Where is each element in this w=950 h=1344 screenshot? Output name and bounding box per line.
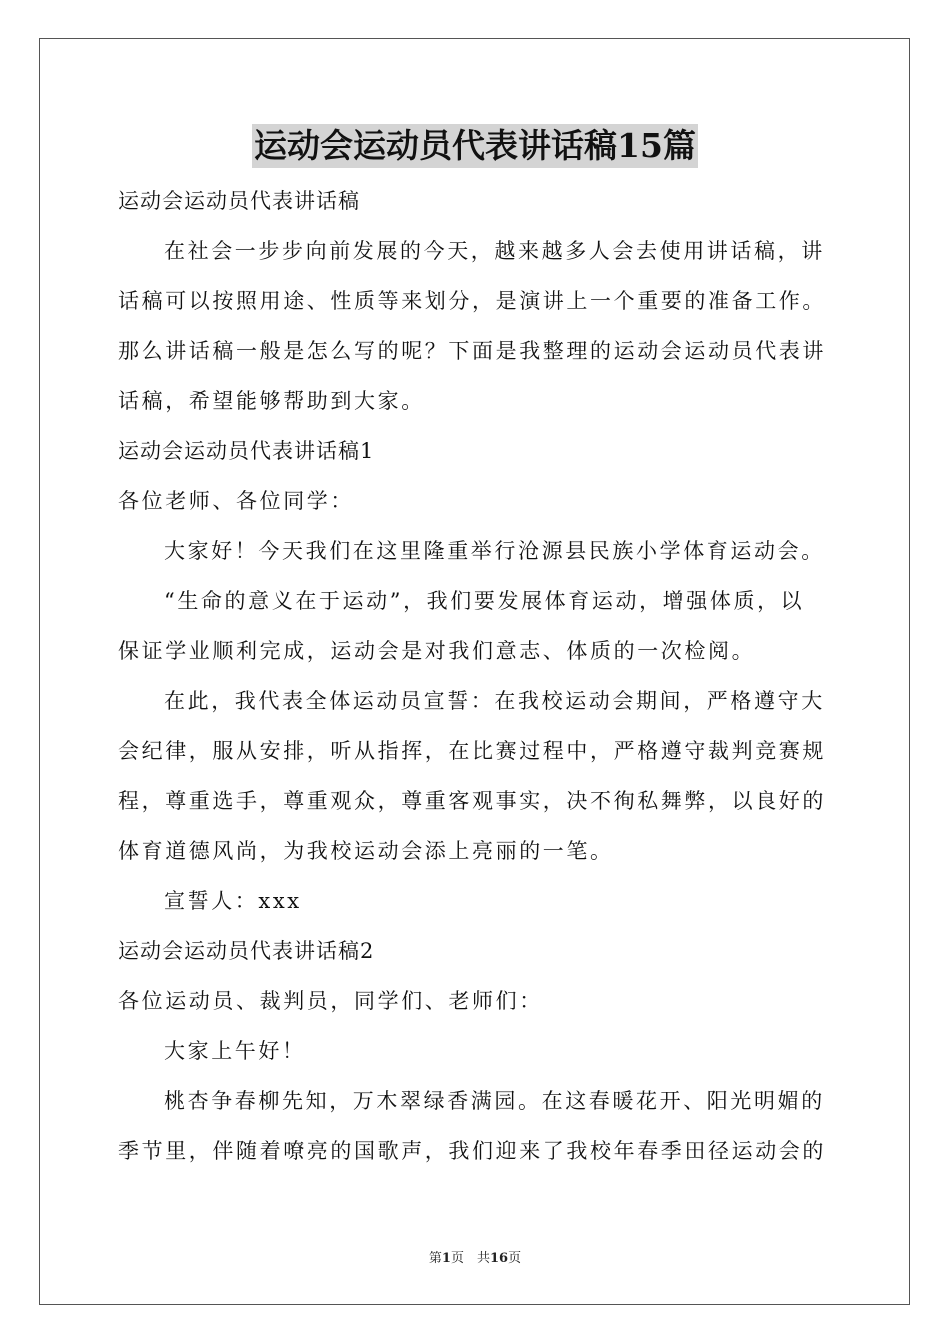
paragraph-line: 会纪律，服从安排，听从指挥，在比赛过程中，严格遵守裁判竞赛规 <box>118 739 826 763</box>
page-number-mid: 页 共 <box>450 1251 490 1266</box>
paragraph-line: 程，尊重选手，尊重观众，尊重客观事实，决不徇私舞弊，以良好的 <box>118 789 826 813</box>
page-number-current: 1 <box>441 1251 451 1266</box>
section-heading: 运动会运动员代表讲话稿2 <box>118 939 375 963</box>
page-number-suffix: 页 <box>508 1251 522 1266</box>
paragraph-line: 在社会一步步向前发展的今天，越来越多人会去使用讲话稿，讲 <box>164 239 825 263</box>
paragraph-line: 大家好！今天我们在这里隆重举行沧源县民族小学体育运动会。 <box>164 539 825 563</box>
page-number-total: 16 <box>489 1251 509 1266</box>
paragraph-line: 话稿，希望能够帮助到大家。 <box>118 389 425 413</box>
salutation-line: 各位运动员、裁判员，同学们、老师们： <box>118 989 543 1013</box>
paragraph-line: 在此，我代表全体运动员宣誓：在我校运动会期间，严格遵守大 <box>164 689 825 713</box>
greeting-line: 大家上午好！ <box>164 1039 306 1063</box>
paragraph-line: 保证学业顺利完成，运动会是对我们意志、体质的一次检阅。 <box>118 639 756 663</box>
section-heading: 运动会运动员代表讲话稿1 <box>118 439 375 463</box>
page-footer <box>0 1247 950 1266</box>
paragraph-line: “生命的意义在于运动”，我们要发展体育运动，增强体质，以 <box>164 589 805 613</box>
signature-line: 宣誓人：xxx <box>164 889 302 913</box>
paragraph-line: 季节里，伴随着嘹亮的国歌声，我们迎来了我校年春季田径运动会的 <box>118 1139 826 1163</box>
paragraph-line: 那么讲话稿一般是怎么写的呢？下面是我整理的运动会运动员代表讲 <box>118 339 826 363</box>
title-container <box>0 124 950 168</box>
paragraph-line: 体育道德风尚，为我校运动会添上亮丽的一笔。 <box>118 839 614 863</box>
section-heading: 运动会运动员代表讲话稿 <box>118 189 360 213</box>
paragraph-line: 话稿可以按照用途、性质等来划分，是演讲上一个重要的准备工作。 <box>118 289 826 313</box>
salutation-line: 各位老师、各位同学： <box>118 489 354 513</box>
document-body <box>118 176 834 1176</box>
paragraph-line: 桃杏争春柳先知，万木翠绿香满园。在这春暖花开、阳光明媚的 <box>164 1089 825 1113</box>
page-number-prefix: 第 <box>428 1251 442 1266</box>
document-title: 运动会运动员代表讲话稿15篇 <box>252 124 698 168</box>
